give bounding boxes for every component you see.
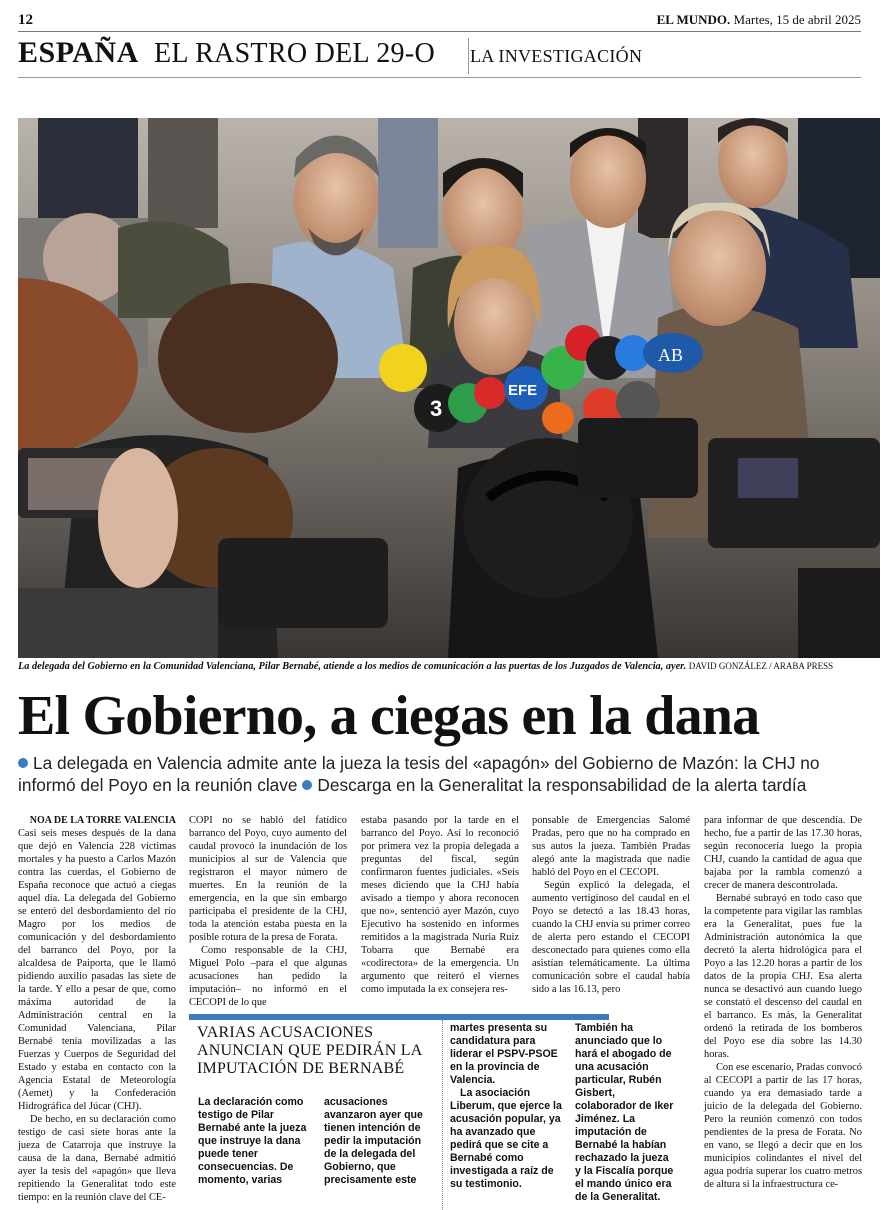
sidebar-divider xyxy=(442,1020,443,1210)
paragraph: estaba pasando por la tarde en el barranco del Poyo. Así lo reconoció por primera vez la propia delegada a preguntas del fiscal, según confirmaron fuentes judiciales. «Seis meses diciendo que la CHJ había avisado a tiempo y ahora reconocen que no», sentenció ayer Mazón, cuyo Ejecutivo ha sostenido en informes remitidos a la magistrada Nuria Ruiz Tobarra que Bernabé era «codirectora» de la emergencia. Un argumento que reiteró el viernes como imputada la ex consejera res- xyxy=(361,815,519,995)
article-column-1 xyxy=(18,814,176,1204)
sidebar-paragraph: También ha anunciado que lo hará el abogado de una acusación particular, Rubén Gisbert, colaborador de Iker Jiménez. La imputación de Bernabé la habían rechazado la jueza y la Fiscalía porque el mando único era de la Generalitat. xyxy=(575,1022,674,1203)
press-photo xyxy=(18,118,880,658)
section-rule xyxy=(18,77,861,78)
sidebar-paragraph: La declaración como testigo de Pilar Bernabé ante la jueza que instruye la dana puede tener consecuencias. De momento, varias xyxy=(198,1096,307,1186)
paragraph: COPI no se habló del fatídico barranco del Poyo, cuyo aumento del caudal provocó la inundación de los municipios al sur de Valencia que registraron el mayor número de muertes. En la reunión de la emergencia, en la que sin embargo participaba el presidente de la CHJ, toda la atención estaba puesta en la posible rotura de la presa de Forata. xyxy=(189,815,347,943)
paragraph: De hecho, en su declaración como testigo de casi siete horas ante la jueza de Catarroja que instruye la causa de la dana, Bernabé admitió ayer la tesis del «apagón» que lleva repitiendo la Generalitat todo este tiempo: en la reunión clave del CE- xyxy=(18,1114,176,1203)
section-divider xyxy=(468,38,469,74)
masthead-name: EL MUNDO. xyxy=(656,12,731,27)
photo-caption xyxy=(18,661,861,672)
paragraph: Con ese escenario, Pradas convocó al CECOPI a partir de las 17 horas, cuando ya era demasiado tarde a juicio de la delegada del Gobierno. Pero la reunión comenzó con todos pendientes de la presa de Forata. No en vano, se llegó a decir que en los municipios colindantes el nivel del agua podría superar los cuatro metros de altura si la infraestructura ce- xyxy=(704,1062,862,1190)
masthead-date: Martes, 15 de abril 2025 xyxy=(733,12,861,27)
subsection-name: EL RASTRO DEL 29-O xyxy=(154,38,435,69)
page-number: 12 xyxy=(18,12,33,28)
sidebar-paragraph: martes presenta su candidatura para liderar el PSPV-PSOE en la provincia de Valencia. xyxy=(450,1022,558,1086)
sidebar-column-4 xyxy=(575,1022,675,1204)
deck xyxy=(18,752,863,796)
sidebar-column-1 xyxy=(198,1096,308,1187)
paragraph: Como responsable de la CHJ, Miguel Polo –para el que algunas acusaciones han pedido la imputación– no informó en el CECOPI de lo que xyxy=(189,945,347,1008)
paragraph: Casi seis meses después de la dana que dejó en Valencia 228 víctimas mortales y ha puesto a Carlos Mazón contra las cuerdas, el Gobierno de España reconoce que actuó a ciegas aquel día. La delegada del Gobierno se enteró del desbordamiento del río Magro por los medios de comunicación y del desbordamiento del barranco del Poyo, por la alcaldesa de Paiporta, que le llamó pidiendo auxilio pasadas las siete de la tarde. Y ello a pesar de que, como máxima autoridad de la Administración central en la Comunidad Valenciana, Pilar Bernabé tenía movilizadas a las Fuerzas y Cuerpos de Seguridad del Estado y estaba en contacto con la Agencia Estatal de Meteorología (Aemet) y la Confederación Hidrográfica del Júcar (CHJ). xyxy=(18,828,176,1112)
article-column-5 xyxy=(704,814,862,1191)
top-line xyxy=(18,10,861,32)
sidebar-paragraph: acusaciones avanzaron ayer que tienen intención de pedir la imputación de la delegada del Gobierno, que precisamente este xyxy=(324,1096,423,1186)
photo-credit: DAVID GONZÁLEZ / ARABA PRESS xyxy=(688,661,834,671)
sidebar-column-2 xyxy=(324,1096,434,1187)
section-name: ESPAÑA xyxy=(18,36,139,69)
mic-label-3: 3 xyxy=(430,396,443,421)
section-header xyxy=(18,34,861,76)
deck-point-1: La delegada en Valencia admite ante la jueza la tesis del «apagón» del Gobierno de Mazón: la CHJ no informó del Poyo en la reunión clave xyxy=(18,753,820,795)
sidebar-column-3 xyxy=(450,1022,562,1191)
paragraph: Según explicó la delegada, el aumento vertiginoso del caudal en el Poyo se detectó a las 18.43 horas, cuando la CHJ envía su primer correo de alerta pero estando el CECOPI desconectado para quienes como ella asistían telemáticamente. La última comunicación sobre el caudal había sido a las 16.13, pero xyxy=(532,880,690,995)
press-scrum-illustration xyxy=(18,118,880,658)
masthead xyxy=(657,12,861,28)
sidebar-box xyxy=(189,1014,674,1206)
mic-label-ab: AB xyxy=(658,345,684,365)
byline-author: NOA DE LA TORRE xyxy=(29,815,122,826)
top-rule xyxy=(18,31,861,32)
caption-text: La delegada del Gobierno en la Comunidad Valenciana, Pilar Bernabé, atiende a los medios de comunicación a las puertas de los Juzgados de Valencia, ayer. xyxy=(18,661,687,672)
article-column-3 xyxy=(361,814,519,996)
byline xyxy=(18,814,176,827)
deck-point-2: Descarga en la Generalitat la responsabilidad de la alerta tardía xyxy=(317,775,807,795)
byline-city: VALENCIA xyxy=(123,815,176,826)
headline: El Gobierno, a ciegas en la dana xyxy=(18,685,760,747)
paragraph: ponsable de Emergencias Salomé Pradas, pero que no ha comprado en sus autos la jueza. También Pradas alegó ante la magistrada que nadie habló del Poyo en el CECOPI. xyxy=(532,815,690,878)
section-tag: LA INVESTIGACIÓN xyxy=(470,46,643,66)
paragraph: para informar de que descendía. De hecho, fue a partir de las 17.30 horas, según reconocería luego la propia CHJ, cuando la cantidad de agua que bajaba por la rambla comenzó a crecer de manera descontrolada. xyxy=(704,815,862,891)
mic-label-efe: EFE xyxy=(508,382,538,399)
paragraph: Bernabé subrayó en todo caso que la competente para vigilar las ramblas era la Generalitat, pues fue la Administración autonómica la que decretó la alerta hidrológica para el Poyo a las 12.20 horas a partir de los datos de la propia CHJ. Esa alerta nunca se desactivó aun cuando luego se constató el descenso del caudal en el barranco. Es más, la Generalitat ordenó la retirada de los bomberos del Poyo ese día sobre las 14.30 horas. xyxy=(704,893,862,1060)
article-column-4 xyxy=(532,814,690,996)
bullet-icon xyxy=(302,780,312,790)
bullet-icon xyxy=(18,758,28,768)
sidebar-title: VARIAS ACUSACIONES ANUNCIAN QUE PEDIRÁN LA IMPUTACIÓN DE BERNABÉ xyxy=(197,1024,422,1077)
sidebar-paragraph: La asociación Liberum, que ejerce la acusación popular, ya ha avanzado que pedirá que se cite a Bernabé como investigada a raíz de su testimonio. xyxy=(450,1087,562,1190)
article-column-2 xyxy=(189,814,347,1009)
